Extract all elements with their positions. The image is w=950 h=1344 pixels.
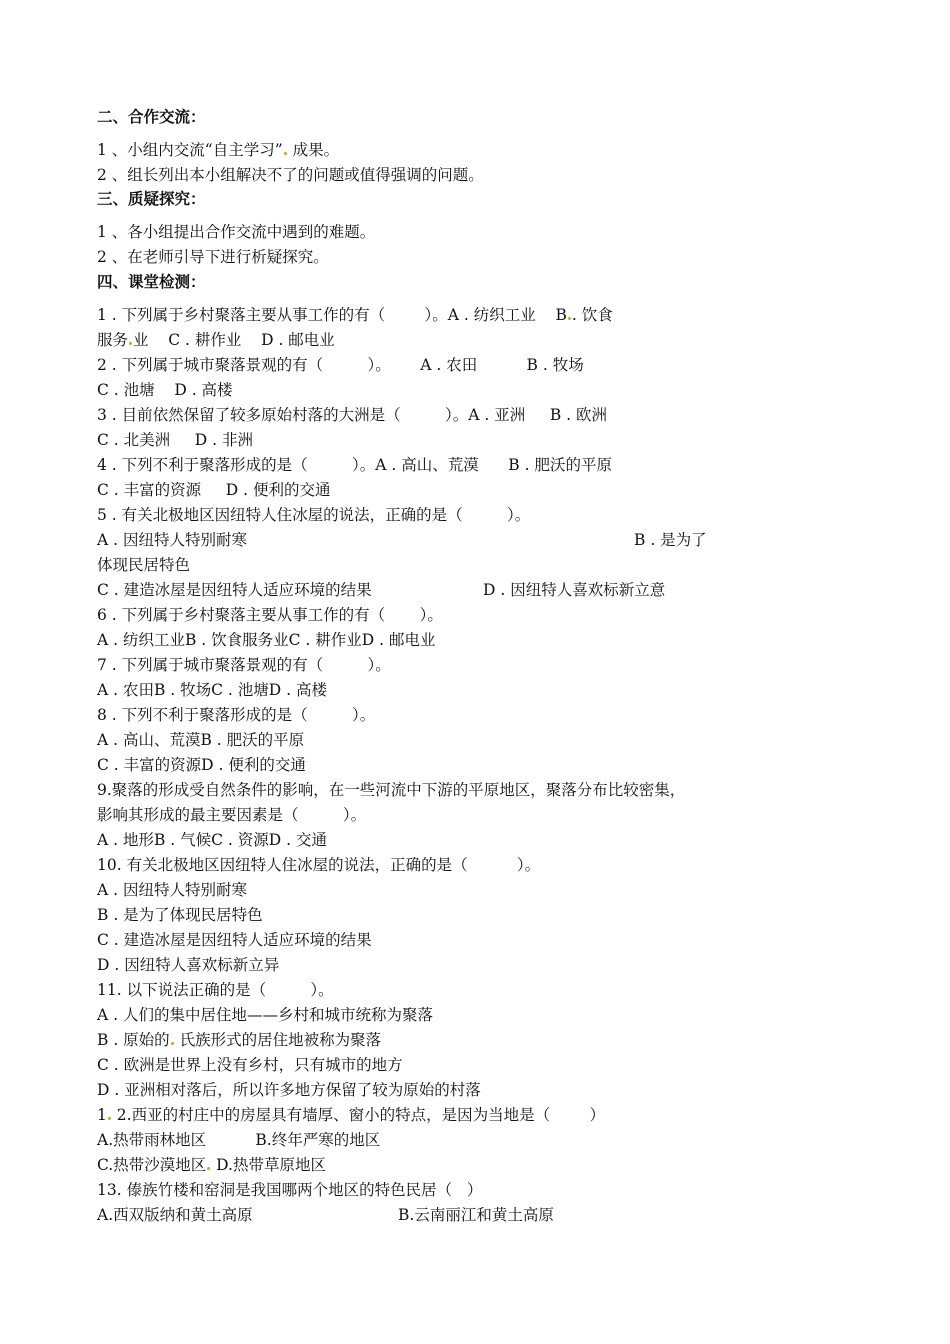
question-4-cont: C . 丰富的资源 D . 便利的交通 <box>97 481 331 499</box>
text-span: 服务 <box>97 331 129 349</box>
question-12-options-ab: A.热带雨林地区 B.终年严寒的地区 <box>97 1131 381 1149</box>
question-3-cont: C . 北美洲 D . 非洲 <box>97 431 253 449</box>
text-span: 1 <box>97 1106 107 1124</box>
text-span: B . 原始的 <box>97 1031 170 1049</box>
question-5-option-d: D . 因纽特人喜欢标新立意 <box>483 581 666 599</box>
question-11-option-a: A . 人们的集中居住地——乡村和城市统称为聚落 <box>97 1006 433 1024</box>
question-11-option-d: D . 亚洲相对落后，所以许多地方保留了较为原始的村落 <box>97 1081 481 1099</box>
text-span: 1 、小组内交流“自主学习” <box>97 141 283 159</box>
question-11-option-b <box>97 1030 381 1050</box>
text-span: 业 C . 耕作业 D . 邮电业 <box>133 331 335 349</box>
section-heading-inquiry: 三、质疑探究： <box>97 190 206 208</box>
text-span: 氏族形式的居住地被称为聚落 <box>174 1031 382 1049</box>
text-span: C.热带沙漠地区 <box>97 1156 207 1174</box>
text-span: 1 . 下列属于乡村聚落主要从事工作的有（ ）。A . 纺织工业 B <box>97 306 567 324</box>
orange-dot-mark <box>207 1167 210 1170</box>
question-10-option-c: C . 建造冰屋是因纽特人适应环境的结果 <box>97 931 372 949</box>
orange-dot-mark <box>108 1117 111 1120</box>
orange-dot-mark <box>284 152 287 155</box>
question-10-option-d: D . 因纽特人喜欢标新立异 <box>97 956 280 974</box>
question-10-option-a: A . 因纽特人特别耐寒 <box>97 881 247 899</box>
text-span: 成果。 <box>287 141 340 159</box>
question-8-options-ab: A . 高山、荒漠B . 肥沃的平原 <box>97 731 305 749</box>
question-12 <box>97 1105 605 1125</box>
question-4: 4 . 下列不利于聚落形成的是（ ）。A . 高山、荒漠 B . 肥沃的平原 <box>97 456 612 474</box>
question-13: 13. 傣族竹楼和窑洞是我国哪两个地区的特色民居（ ） <box>97 1181 483 1199</box>
question-13-option-a: A.西双版纳和黄土高原 <box>97 1206 253 1224</box>
section-heading-cooperation: 二、合作交流： <box>97 108 206 126</box>
question-11-option-c: C . 欧洲是世界上没有乡村，只有城市的地方 <box>97 1056 403 1074</box>
question-13-option-b: B.云南丽江和黄土高原 <box>398 1206 554 1224</box>
question-5-option-b: B . 是为了 <box>634 531 707 549</box>
question-6: 6 . 下列属于乡村聚落主要从事工作的有（ ）。 <box>97 606 443 624</box>
text-span: D.热带草原地区 <box>211 1156 326 1174</box>
question-12-options-cd <box>97 1155 326 1175</box>
question-1-cont <box>97 330 335 350</box>
question-7: 7 . 下列属于城市聚落景观的有（ ）。 <box>97 656 391 674</box>
question-10: 10. 有关北极地区因纽特人住冰屋的说法，正确的是（ ）。 <box>97 856 541 874</box>
orange-dot-mark <box>129 342 132 345</box>
text-span: . 饮食 <box>571 306 613 324</box>
question-2-cont: C . 池塘 D . 高楼 <box>97 381 233 399</box>
question-8-options-cd: C . 丰富的资源D . 便利的交通 <box>97 756 306 774</box>
question-5-cont: 体现民居特色 <box>97 556 191 574</box>
text-line: 2 、组长列出本小组解决不了的问题或值得强调的问题。 <box>97 166 484 184</box>
question-9: 9.聚落的形成受自然条件的影响，在一些河流中下游的平原地区，聚落分布比较密集， <box>97 781 686 799</box>
question-5: 5 . 有关北极地区因纽特人住冰屋的说法，正确的是（ ）。 <box>97 506 531 524</box>
question-8: 8 . 下列不利于聚落形成的是（ ）。 <box>97 706 376 724</box>
question-11: 11. 以下说法正确的是（ ）。 <box>97 981 334 999</box>
question-7-options: A . 农田B . 牧场C . 池塘D . 高楼 <box>97 681 327 699</box>
section-heading-quiz: 四、课堂检测： <box>97 273 206 291</box>
question-9-options: A . 地形B . 气候C . 资源D . 交通 <box>97 831 327 849</box>
question-1 <box>97 305 613 325</box>
question-9-cont: 影响其形成的最主要因素是（ ）。 <box>97 806 367 824</box>
question-10-option-b: B . 是为了体现民居特色 <box>97 906 263 924</box>
text-line <box>97 140 339 160</box>
question-5-option-a: A . 因纽特人特别耐寒 <box>97 531 247 549</box>
question-6-options: A . 纺织工业B . 饮食服务业C . 耕作业D . 邮电业 <box>97 631 436 649</box>
question-2: 2 . 下列属于城市聚落景观的有（ ）。 A . 农田 B . 牧场 <box>97 356 584 374</box>
orange-dot-mark <box>568 317 571 320</box>
question-5-option-c: C . 建造冰屋是因纽特人适应环境的结果 <box>97 581 372 599</box>
text-span: 2.西亚的村庄中的房屋具有墙厚、窗小的特点，是因为当地是（ ） <box>111 1106 606 1124</box>
text-line: 2 、在老师引导下进行析疑探究。 <box>97 248 329 266</box>
question-3: 3 . 目前依然保留了较多原始村落的大洲是（ ）。A . 亚洲 B . 欧洲 <box>97 406 608 424</box>
text-line: 1 、各小组提出合作交流中遇到的难题。 <box>97 223 376 241</box>
orange-dot-mark <box>171 1042 174 1045</box>
